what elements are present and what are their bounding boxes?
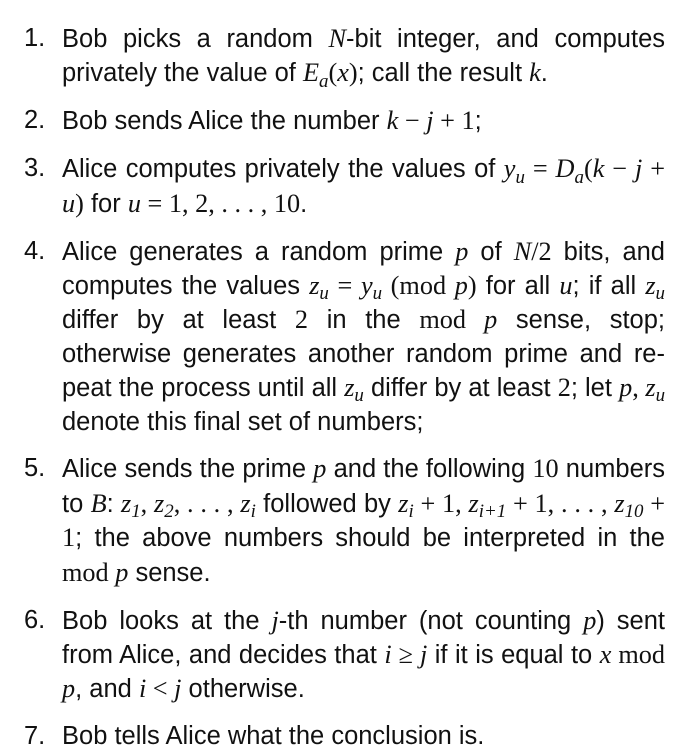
math-symbol: j (419, 640, 428, 669)
math-expression (328, 58, 337, 87)
text-run: in the (308, 306, 420, 335)
math-symbol: j (634, 154, 643, 184)
text-run: differ by at least (363, 374, 558, 403)
math-expression (426, 106, 433, 135)
text-run: differ by at least (62, 306, 295, 335)
math-expression (455, 237, 468, 266)
protocol-step (24, 22, 665, 91)
step-number: 2. (24, 106, 46, 135)
math-expression (392, 640, 420, 669)
math-expression (532, 454, 558, 483)
math-subscript: u (372, 283, 383, 305)
text-run: denote this final set of numbers; (62, 407, 424, 436)
math-expression (604, 154, 635, 183)
math-subscript: 2 (164, 501, 174, 523)
math-symbol: z (309, 270, 320, 300)
math-symbol: p (455, 236, 469, 266)
math-expression (558, 373, 571, 402)
text-run: and the following (326, 455, 533, 484)
math-subscript: 1 (131, 501, 141, 523)
step-number: 6. (24, 605, 46, 634)
text-run: Alice generates a random prime (62, 237, 456, 266)
math-expression (611, 640, 665, 669)
math-symbol: < (146, 674, 175, 704)
math-symbol: p (313, 454, 327, 484)
step-number: 4. (24, 236, 46, 265)
text-run: Bob tells Alice what the conclusion is. (62, 722, 485, 751)
math-symbol: E (302, 58, 320, 88)
math-expression (468, 271, 477, 300)
math-symbol: − (398, 106, 427, 136)
math-expression (382, 271, 455, 300)
math-symbol: = 1, 2, . . . , 10 (140, 188, 301, 218)
math-symbol: y (503, 154, 516, 184)
math-symbol: z (645, 270, 656, 300)
step-text (62, 152, 665, 221)
step-text (62, 235, 665, 439)
math-expression (313, 454, 326, 483)
text-run: sense, stop; otherwise generates another random prime and repeat the process until all (62, 306, 665, 403)
math-symbol: z (240, 488, 251, 518)
math-symbol: p (619, 373, 633, 403)
math-symbol: i (384, 640, 392, 669)
math-symbol: ≥ (391, 640, 420, 669)
step-text (62, 452, 665, 590)
math-expression (344, 373, 364, 407)
math-symbol: N (513, 236, 532, 266)
math-expression (309, 270, 329, 305)
math-symbol: + 1 (433, 106, 475, 136)
protocol-steps-list (24, 22, 665, 754)
text-run: Bob sends Alice the number (62, 107, 387, 136)
text-run: sense. (128, 558, 211, 587)
math-expression (62, 189, 75, 218)
math-symbol: u (127, 188, 141, 218)
math-expression (75, 189, 84, 218)
math-symbol: mod (611, 640, 666, 669)
math-symbol: 2 (557, 373, 571, 403)
math-expression (302, 58, 329, 92)
math-subscript: a (574, 166, 584, 188)
math-symbol: B (90, 488, 107, 518)
math-expression (387, 106, 399, 135)
math-expression (337, 58, 349, 87)
text-run: Alice sends the prime (62, 455, 314, 484)
math-expression (271, 606, 278, 635)
text-run: -bit integer, and computes privately the value of (62, 25, 665, 88)
math-expression (583, 606, 596, 635)
text-run: for all (476, 271, 560, 300)
math-symbol: u (559, 270, 573, 300)
text-run: bits, and computes the values (62, 237, 665, 300)
step-number: 1. (24, 24, 46, 52)
step-number: 3. (24, 154, 46, 183)
math-expression (619, 373, 632, 402)
math-expression (62, 558, 115, 587)
math-symbol: z (645, 373, 656, 403)
text-run: ; if all (572, 271, 646, 300)
math-symbol: = (524, 154, 556, 184)
step-number: 5. (24, 454, 46, 483)
math-symbol: z (344, 373, 355, 403)
math-expression (349, 58, 358, 87)
text-run: numbers to (62, 455, 665, 518)
math-expression (593, 154, 605, 183)
math-symbol: y (360, 270, 373, 300)
text-run: ) sent from Alice, and decides that (62, 606, 665, 669)
math-symbol: k (529, 58, 541, 88)
math-subscript: u (319, 283, 329, 305)
step-text (62, 720, 665, 753)
math-expression (121, 488, 141, 523)
text-run: : (106, 489, 121, 518)
text-run: . (300, 189, 308, 218)
math-subscript: u (515, 166, 525, 188)
math-expression (141, 189, 300, 218)
math-symbol: + 1 (62, 488, 666, 553)
math-symbol: 2 (294, 305, 309, 335)
math-symbol: 10 (532, 454, 559, 484)
math-expression (398, 488, 414, 523)
math-expression (503, 154, 525, 188)
math-expression (531, 237, 551, 266)
math-subscript: i+1 (478, 501, 507, 523)
math-expression (128, 189, 141, 218)
text-run: if it is equal to (427, 641, 600, 669)
math-symbol: j (174, 674, 182, 704)
math-symbol: ( (328, 58, 338, 88)
math-expression (414, 489, 469, 518)
protocol-step (24, 152, 665, 221)
protocol-step (24, 452, 665, 590)
math-expression (642, 154, 665, 183)
math-expression (555, 154, 584, 188)
math-symbol: p (583, 605, 597, 635)
math-symbol: x (599, 640, 612, 669)
math-symbol: ) (348, 58, 358, 88)
math-expression (614, 488, 644, 523)
protocol-step (24, 604, 665, 707)
math-symbol: z (154, 488, 165, 518)
math-symbol: j (271, 605, 279, 635)
math-expression (295, 305, 308, 334)
math-expression (506, 489, 614, 518)
math-symbol: (mod (382, 270, 455, 300)
step-text (62, 22, 665, 91)
math-expression (559, 271, 572, 300)
math-symbol: D (555, 154, 575, 184)
math-expression (584, 154, 593, 183)
math-subscript: u (354, 385, 364, 407)
math-expression (146, 674, 174, 703)
math-expression (154, 488, 174, 523)
text-run: otherwise. (181, 675, 305, 704)
math-symbol: z (468, 488, 479, 518)
math-expression (632, 373, 645, 402)
math-symbol: z (121, 488, 132, 518)
text-run: Bob picks a random (62, 25, 329, 53)
math-expression (240, 488, 256, 523)
math-symbol: p (115, 557, 129, 587)
math-symbol: N (328, 24, 347, 53)
step-text (62, 104, 665, 138)
math-symbol: j (426, 106, 434, 136)
math-symbol: u (62, 188, 76, 218)
text-run: -th number (not counting (278, 606, 584, 635)
math-symbol: ( (583, 154, 593, 184)
math-symbol: mod (62, 557, 116, 587)
text-run: ; call the result (357, 59, 530, 88)
math-symbol: k (592, 154, 605, 184)
math-expression (419, 305, 484, 334)
math-expression (360, 270, 383, 305)
math-subscript: i (250, 501, 256, 523)
math-symbol: ) (467, 270, 477, 300)
text-run: ; (474, 107, 482, 136)
math-subscript: 10 (624, 501, 644, 523)
protocol-step (24, 720, 665, 753)
math-symbol: z (614, 488, 625, 518)
math-expression (91, 489, 107, 518)
math-symbol: , (632, 373, 646, 403)
math-expression (514, 237, 532, 266)
text-run: ; the above numbers should be interpreted in the (75, 524, 665, 553)
text-run: of (468, 237, 514, 266)
math-symbol: i (138, 674, 147, 704)
math-symbol: , (140, 488, 155, 518)
math-expression (174, 489, 241, 518)
text-run: . (540, 59, 548, 88)
text-run: ; let (570, 374, 620, 403)
math-symbol: − (604, 154, 635, 184)
math-expression (329, 24, 347, 53)
math-expression (525, 154, 556, 183)
math-expression (384, 640, 391, 669)
math-subscript: a (319, 70, 329, 92)
math-symbol: + 1, (413, 488, 469, 518)
math-expression (115, 558, 128, 587)
math-expression (62, 674, 75, 703)
math-expression (645, 270, 665, 305)
math-expression (484, 305, 497, 334)
protocol-step (24, 104, 665, 138)
math-symbol: mod (419, 305, 485, 335)
math-expression (398, 106, 426, 135)
math-symbol: + (642, 154, 665, 184)
text-run: Bob looks at the (62, 606, 272, 635)
text-run: , and (75, 675, 139, 704)
math-expression (141, 489, 154, 518)
math-symbol: = (328, 270, 361, 300)
math-expression (455, 271, 468, 300)
math-expression (468, 488, 507, 523)
math-expression (600, 640, 612, 669)
text-run: Alice computes privately the values of (62, 155, 504, 184)
math-symbol: ) (75, 188, 84, 218)
math-symbol: k (386, 106, 399, 136)
math-symbol: , . . . , (173, 488, 241, 518)
math-symbol: x (337, 58, 349, 88)
text-run: for (83, 189, 128, 218)
math-symbol: p (454, 270, 468, 300)
math-symbol: /2 (531, 236, 552, 266)
math-expression (329, 271, 361, 300)
math-expression (434, 106, 475, 135)
step-number: 7. (24, 722, 46, 751)
math-subscript: u (655, 283, 665, 305)
step-text (62, 604, 665, 707)
math-symbol: p (62, 674, 76, 704)
math-expression (529, 58, 541, 87)
math-symbol: + 1, . . . , (506, 488, 615, 518)
math-subscript: i (408, 501, 414, 523)
math-expression (645, 373, 666, 407)
protocol-step (24, 235, 665, 439)
math-subscript: u (655, 385, 666, 407)
text-run: followed by (255, 489, 399, 518)
math-symbol: p (484, 305, 498, 335)
math-symbol: z (398, 488, 409, 518)
